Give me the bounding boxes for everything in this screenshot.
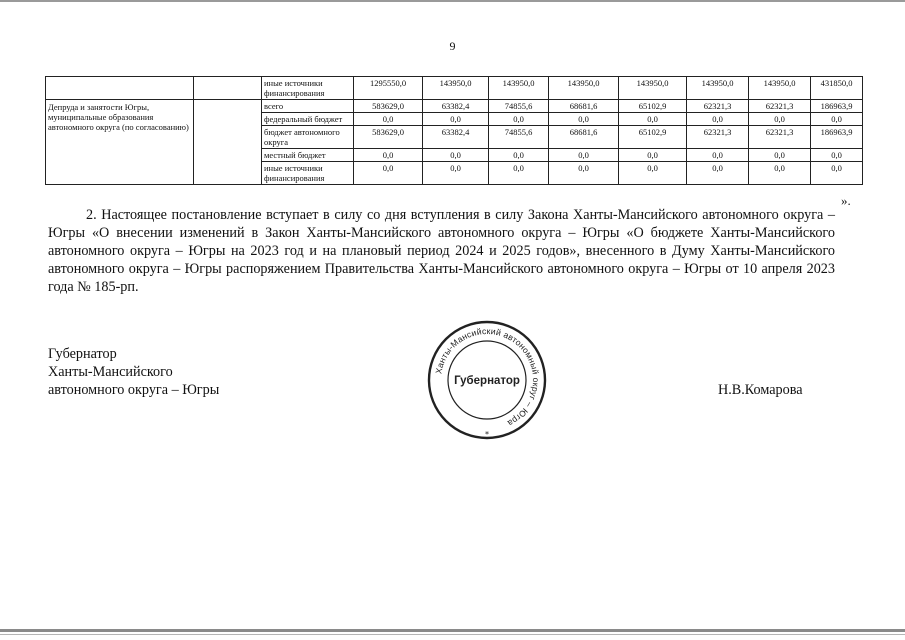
value-cell: 0,0	[489, 162, 549, 185]
signatory-title-line: автономного округа – Югры	[48, 382, 220, 398]
value-cell: 0,0	[549, 113, 619, 126]
budget-table	[45, 76, 863, 185]
value-cell: 0,0	[549, 149, 619, 162]
table-row	[46, 77, 863, 100]
value-cell: 0,0	[489, 113, 549, 126]
value-cell: 143950,0	[423, 77, 489, 100]
value-cell: 143950,0	[687, 77, 749, 100]
value-cell: 0,0	[749, 113, 811, 126]
value-cell: 0,0	[423, 162, 489, 185]
value-cell: 1295550,0	[354, 77, 423, 100]
signatory-title-line: Губернатор	[48, 346, 117, 362]
signatory-title-line: Ханты-Мансийского	[48, 364, 173, 380]
empty-cell	[194, 100, 262, 185]
value-cell: 62321,3	[687, 100, 749, 113]
official-seal-stamp	[425, 318, 549, 442]
source-cell: бюджет автономного округа	[262, 126, 354, 149]
signatory-name: Н.В.Комарова	[718, 382, 803, 398]
seal-center-text: Губернатор	[454, 375, 520, 387]
value-cell: 0,0	[619, 113, 687, 126]
value-cell: 0,0	[354, 113, 423, 126]
value-cell: 0,0	[749, 162, 811, 185]
value-cell: 0,0	[749, 149, 811, 162]
body-paragraph: 2. Настоящее постановление вступает в силу со дня вступления в силу Закона Ханты-Мансийского автономного округа – Югры «О внесении изменений в Закон Ханты-Мансийского автономного округа – Югры «О бюджете Ханты-Мансийского автономного округа – Югры на 2023 год и на плановый период 2024 и 2025 годов», внесенного в Думу Ханты-Мансийского автономного округа – Югры распоряжением Правительства Ханты-Мансийского автономного округа – Югры от 10 апреля 2023 года № 185-рп.	[48, 207, 835, 295]
value-cell: 0,0	[354, 162, 423, 185]
value-cell: 0,0	[619, 149, 687, 162]
value-cell: 0,0	[687, 149, 749, 162]
table-row	[46, 100, 863, 113]
value-cell: 74855,6	[489, 126, 549, 149]
value-cell: 68681,6	[549, 100, 619, 113]
value-cell: 0,0	[489, 149, 549, 162]
value-cell: 143950,0	[549, 77, 619, 100]
signatory-title	[48, 345, 219, 399]
seal-ring-text: Ханты-Мансийский автономный округ – Югра	[433, 325, 542, 429]
value-cell: 186963,9	[811, 126, 863, 149]
page-number: 9	[449, 39, 456, 53]
value-cell: 0,0	[687, 162, 749, 185]
source-cell: иные источники финансирования	[262, 162, 354, 185]
scan-edge-bottom-line	[0, 634, 905, 635]
value-cell: 68681,6	[549, 126, 619, 149]
seal-star: *	[485, 430, 489, 439]
value-cell: 63382,4	[423, 126, 489, 149]
value-cell: 74855,6	[489, 100, 549, 113]
value-cell: 62321,3	[749, 100, 811, 113]
value-cell: 431850,0	[811, 77, 863, 100]
value-cell: 143950,0	[489, 77, 549, 100]
value-cell: 0,0	[619, 162, 687, 185]
value-cell: 65102,9	[619, 126, 687, 149]
value-cell: 186963,9	[811, 100, 863, 113]
value-cell: 583629,0	[354, 126, 423, 149]
org-cell	[46, 77, 194, 100]
scan-edge-top	[0, 0, 905, 2]
source-cell: всего	[262, 100, 354, 113]
org-cell: Депруда и занятости Югры, муниципальные образования автономного округа (по согласованию)	[46, 100, 194, 185]
value-cell: 63382,4	[423, 100, 489, 113]
value-cell: 143950,0	[749, 77, 811, 100]
scan-edge-bottom	[0, 629, 905, 632]
value-cell: 583629,0	[354, 100, 423, 113]
value-cell: 62321,3	[749, 126, 811, 149]
value-cell: 0,0	[423, 113, 489, 126]
value-cell: 65102,9	[619, 100, 687, 113]
value-cell: 0,0	[811, 113, 863, 126]
value-cell: 62321,3	[687, 126, 749, 149]
source-cell: местный бюджет	[262, 149, 354, 162]
closing-quote: ».	[841, 193, 851, 208]
value-cell: 0,0	[549, 162, 619, 185]
source-cell: иные источники финансирования	[262, 77, 354, 100]
source-cell: федеральный бюджет	[262, 113, 354, 126]
empty-cell	[194, 77, 262, 100]
value-cell: 0,0	[811, 149, 863, 162]
value-cell: 0,0	[687, 113, 749, 126]
value-cell: 143950,0	[619, 77, 687, 100]
value-cell: 0,0	[423, 149, 489, 162]
value-cell: 0,0	[354, 149, 423, 162]
value-cell: 0,0	[811, 162, 863, 185]
